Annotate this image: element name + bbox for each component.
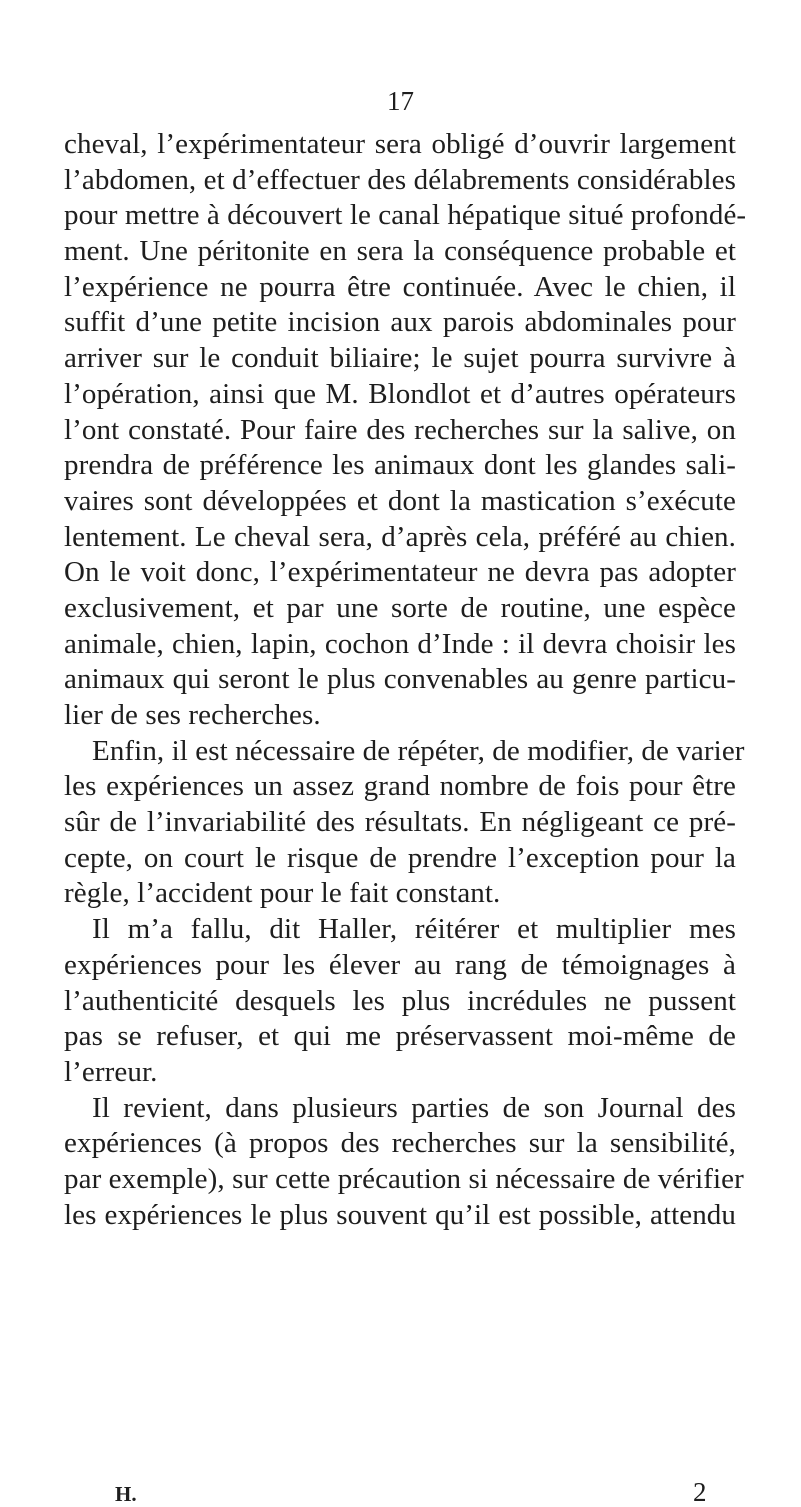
text-line: suffit d’une petite incision aux parois abdominales pour bbox=[64, 306, 736, 339]
text-line: Il revient, dans plusieurs parties de son Journal des bbox=[92, 1091, 736, 1124]
page-number: 17 bbox=[387, 86, 414, 116]
text-line: cheval, l’expérimentateur sera obligé d’ouvrir largement bbox=[64, 128, 736, 160]
text-line: règle, l’accident pour le fait constant. bbox=[64, 877, 501, 910]
text-line: Enfin, il est nécessaire de répéter, de modifier, de varier bbox=[92, 734, 745, 767]
text-line: vaires sont développées et dont la mastication s’exécute bbox=[64, 484, 736, 517]
text-line: lentement. Le cheval sera, d’après cela, préféré au chien. bbox=[64, 520, 736, 553]
text-line: l’erreur. bbox=[64, 1055, 158, 1088]
text-line: les expériences un assez grand nombre de fois pour être bbox=[64, 770, 736, 803]
signature-mark: H. bbox=[115, 1482, 137, 1506]
text-line: expériences (à propos des recherches sur la sensibilité, bbox=[64, 1127, 736, 1160]
text-line: Il m’a fallu, dit Haller, réitérer et multiplier mes bbox=[92, 913, 736, 946]
text-line: l’authenticité desquels les plus incrédules ne pussent bbox=[64, 984, 736, 1017]
text-line: pas se refuser, et qui me préservassent moi-même de bbox=[64, 1020, 736, 1053]
text-line: l’abdomen, et d’effectuer des délabrements considérables bbox=[64, 163, 736, 196]
text-line: sûr de l’invariabilité des résultats. En négligeant ce pré- bbox=[64, 806, 736, 839]
text-line: ment. Une péritonite en sera la conséquence probable et bbox=[64, 235, 736, 268]
text-line: l’opération, ainsi que M. Blondlot et d’autres opérateurs bbox=[64, 377, 736, 410]
text-line: animale, chien, lapin, cochon d’Inde : il devra choisir les bbox=[64, 627, 736, 660]
text-line: On le voit donc, l’expérimentateur ne devra pas adopter bbox=[64, 556, 736, 589]
text-line: animaux qui seront le plus convenables au genre particu- bbox=[64, 663, 736, 696]
text-line: par exemple), sur cette précaution si nécessaire de vérifier bbox=[64, 1162, 744, 1195]
text-line: l’ont constaté. Pour faire des recherches sur la salive, on bbox=[64, 413, 736, 446]
text-line: prendra de préférence les animaux dont les glandes sali- bbox=[64, 449, 736, 482]
text-line: cepte, on court le risque de prendre l’exception pour la bbox=[64, 841, 736, 874]
text-line: les expériences le plus souvent qu’il est possible, attendu bbox=[64, 1198, 736, 1231]
text-line: expériences pour les élever au rang de témoignages à bbox=[64, 948, 736, 981]
text-line: arriver sur le conduit biliaire; le sujet pourra survivre à bbox=[64, 342, 736, 375]
text-line: l’expérience ne pourra être continuée. Avec le chien, il bbox=[64, 270, 736, 303]
text-line: exclusivement, et par une sorte de routine, une espèce bbox=[64, 591, 736, 624]
body-text bbox=[64, 127, 747, 1233]
text-line: lier de ses recherches. bbox=[64, 699, 321, 731]
text-line: pour mettre à découvert le canal hépatique situé profondé- bbox=[64, 199, 747, 232]
sheet-number: 2 bbox=[693, 1477, 707, 1507]
